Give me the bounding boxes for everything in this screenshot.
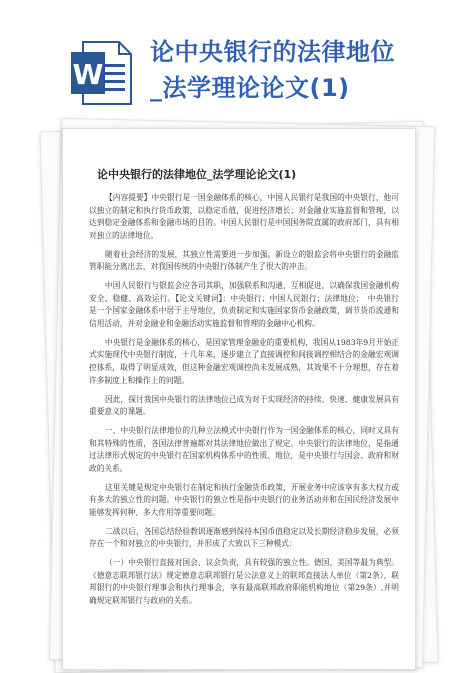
page-title <box>150 34 470 106</box>
paragraph: 中国人民银行与银监会应各司其职，加强联系和沟通，互相促进，以确保我国金融机构安全、稳健、高效运行。【论文关键词】：中央银行；中国人民银行；法律地位； 中央银行是一个国家金融体系中居于主导地位，负责制定和实施国家货币金融政策，调节货币流通和信用活动，并对金融业和金融活动实施监督和管理的金融中心机构。 <box>89 281 399 328</box>
document-title: 论中央银行的法律地位_法学理论论文(1) <box>97 168 297 181</box>
word-logo-letter: W <box>72 58 104 91</box>
paragraph: 中央银行是金融体系的核心，是国家管理金融业的重要机构，我国从1983年9月开始正式实施现代中央银行制度，十几年来，逐步建立了直接调控和间接调控相结合的金融宏观调控体系，取得了明显成效，但这种金融宏观调控尚未发展成熟，其效果不十分理想，存在着许多制度上和操作上的问题。 <box>89 337 399 385</box>
paragraph: 随着社会经济的发展，其独立性需要进一步加强。新设立的银监会将中央银行的金融监管职能分离出去，对我国传统的中央银行体制产生了很大的冲击。 <box>89 249 399 272</box>
paragraph: 一、中央银行法律地位的几种立法模式中央银行作为一国金融体系的核心，同时又具有和其特殊的性质，各国法律普遍都对其法律地位做出了规定。中央银行的法律地位，是指通过法律形式规定的中央银行在国家机构体系中的性质、地位，是中央银行与国会、政府和财政的关系。 <box>89 425 399 473</box>
title-line-2: _法学理论论文(1) <box>150 74 350 102</box>
header <box>0 0 474 120</box>
paragraph: 【内容提要】中央银行是一国金融体系的核心，中国人民银行是我国的中央银行，他可以独立的制定和执行货币政策，以稳定币值，促进经济增长；对金融业实施监督和管理，以达到稳定金融体系和金融市场的目的。中国人民银行是中国国务院直属的政府部门，具有相对独立的法律地位。 <box>89 193 399 240</box>
document-page <box>62 128 416 670</box>
title-line-1: 论中央银行的法律地位 <box>150 38 395 66</box>
paragraph: 这里关键是规定中央银行在制定和执行金融货币政策，开展业务中应该享有多大权力或有多大的独立性的问题。中央银行的独立性是指中央银行的业务活动并和在国民经济发展中能够发挥何种、多大作用等重要问题。 <box>89 482 399 517</box>
document-body <box>89 192 399 614</box>
word-document-icon <box>69 40 133 106</box>
paragraph: 二战以后，各国总结经验教训逐渐感到保持本国币值稳定以及长期经济稳步发展，必须存在一个和对独立的中央银行，并形成了大致以下三种模式： <box>89 526 399 549</box>
paragraph: （一）中央银行直接对国会、议会负责，具有较强的独立性。德国、美国等最为典型。《德意志联邦银行法》规定德意志联邦银行是公法意义上的联邦直接法人单位（第2条），联邦银行的中央银行理事会和执行理事会，享有最高联邦政府职能机构地位（第29条）,并明确规定联邦银行与政府的关系。 <box>89 558 399 605</box>
paragraph: 因此，探讨我国中央银行的法律地位已成为对于实现经济的持续、快速、健康发展具有重要意义的课题。 <box>89 394 399 417</box>
